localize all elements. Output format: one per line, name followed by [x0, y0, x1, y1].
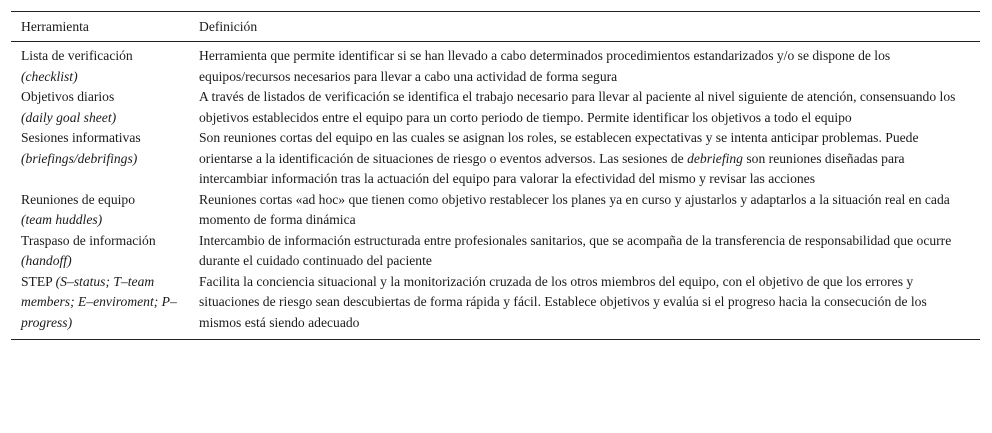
term-text: Objetivos diarios: [21, 89, 115, 104]
table-header-row: [11, 12, 980, 42]
table-row: [11, 272, 980, 340]
table-row: [11, 128, 980, 190]
definitions-table: [11, 11, 980, 340]
definition-italic: debriefing: [687, 150, 743, 166]
definition-text: A través de listados de verificación se identifica el trabajo necesario para llevar al paciente al nivel siguiente de atención, consensuando los objetivos establecidos entre el equipo para un corto periodo de tiempo. Permite identificar los objetivos a todo el equipo: [199, 89, 956, 125]
table-row: [11, 87, 980, 128]
row-term-cell: [11, 87, 189, 128]
term-italic: (briefings/debrifings): [21, 150, 138, 166]
row-definition-cell: [189, 87, 980, 128]
header-definicion: Definición: [189, 12, 980, 42]
row-definition-cell: [189, 272, 980, 340]
row-definition-cell: [189, 190, 980, 231]
row-definition-cell: [189, 42, 980, 88]
definitions-table-container: [11, 11, 980, 340]
row-term-cell: [11, 42, 189, 88]
row-term-cell: [11, 190, 189, 231]
term-text: Reuniones de equipo: [21, 191, 136, 207]
term-text: Lista de verificación: [21, 48, 133, 63]
term-text: Traspaso de información: [21, 232, 156, 248]
definition-text: Reuniones cortas «ad hoc» que tienen como objetivo restablecer los planes ya en curso y ajustarlos y adaptarlos a la situación real en cada momento de forma dinámica: [199, 191, 950, 227]
row-term-cell: [11, 272, 189, 340]
table-row: [11, 190, 980, 231]
term-italic: (handoff): [21, 253, 72, 268]
definition-text: Son reuniones cortas del equipo en las cuales se asignan los roles, se establecen expectativas y se intenta anticipar problemas. Puede orientarse a la identificación de situaciones de riesgo o eventos adversos. Las sesiones de: [199, 130, 919, 166]
term-italic: (S–status; T–team members; E–enviroment; P–progress): [21, 273, 177, 330]
definition-text-cont: son reuniones diseñadas para intercambiar información tras la actuación del equipo para valorar la efectividad del mismo y revisar las acciones: [199, 150, 905, 186]
header-herramienta: Herramienta: [11, 12, 189, 42]
term-italic: (checklist): [21, 68, 78, 84]
term-text: Sesiones informativas: [21, 130, 141, 145]
row-definition-cell: [189, 231, 980, 272]
row-definition-cell: [189, 128, 980, 190]
table-row: [11, 231, 980, 272]
table-row: [11, 42, 980, 88]
term-italic: (team huddles): [21, 212, 103, 227]
row-term-cell: [11, 231, 189, 272]
definition-text: Facilita la conciencia situacional y la monitorización cruzada de los otros miembros del equipo, con el objetivo de que los errores y situaciones de riesgo sean descubiertas de forma rápida y fácil. Establece objetivos y evalúa si el progreso hacia la consecución de los mismos está siendo adecuado: [199, 273, 927, 330]
term-text: STEP: [21, 273, 56, 289]
term-italic: (daily goal sheet): [21, 109, 117, 125]
definition-text: Intercambio de información estructurada entre profesionales sanitarios, que se acompaña de la transferencia de responsabilidad que ocurre durante el cuidado continuado del paciente: [199, 232, 952, 268]
definition-text: Herramienta que permite identificar si se han llevado a cabo determinados procedimientos estandarizados y/o se dispone de los equipos/recursos necesarios para llevar a cabo una actividad de forma segura: [199, 48, 891, 84]
row-term-cell: [11, 128, 189, 190]
